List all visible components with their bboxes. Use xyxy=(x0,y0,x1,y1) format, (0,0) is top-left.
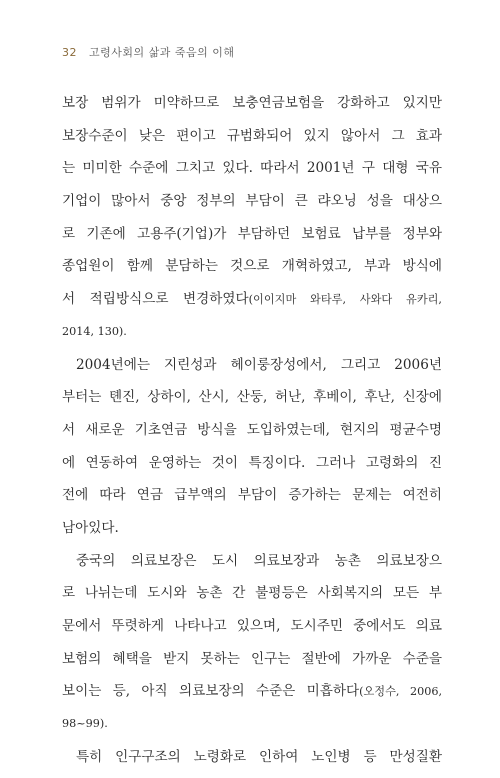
citation: (오정수, 2006, xyxy=(359,685,442,699)
text-line: 특히 인구구조의 노령화로 인하여 노인병 등 만성질환 xyxy=(76,748,442,765)
text-line xyxy=(62,283,442,316)
body-text xyxy=(62,87,442,773)
text-line: 남아있다. xyxy=(62,519,119,536)
citation-line: 98~99). xyxy=(62,717,108,731)
citation: (이이지마 와타루, 사와다 유카리, xyxy=(248,293,442,307)
text-line: 중국의 의료보장은 도시 의료보장과 농촌 의료보장으 xyxy=(76,552,442,569)
paragraph-pension-reform xyxy=(62,87,442,349)
text-line: 로 기존에 고용주(기업)가 부담하던 보험료 납부를 정부와 xyxy=(62,225,442,242)
text-line: 전에 따라 연금 급부액의 부담이 증가하는 문제는 여전히 xyxy=(62,487,442,504)
text-line: 문에서 뚜렷하게 나타나고 있으며, 도시주민 중에서도 의료 xyxy=(62,618,442,634)
paragraph-medical-security xyxy=(62,545,442,741)
running-header xyxy=(62,44,235,60)
citation-line: 2014, 130). xyxy=(62,324,127,338)
paragraph-aging xyxy=(62,741,442,774)
text-line: 보험의 혜택을 받지 못하는 인구는 절반에 가까운 수준을 xyxy=(62,650,442,667)
paragraph-basic-pension xyxy=(62,349,442,545)
text-segment: 서 적립방식으로 변경하였다 xyxy=(62,291,249,308)
text-line: 서 새로운 기초연금 방식을 도입하였는데, 현지의 평균수명 xyxy=(62,421,442,438)
text-line: 부터는 톈진, 상하이, 산시, 산둥, 허난, 후베이, 후난, 신장에 xyxy=(62,389,442,406)
book-title: 고령사회의 삶과 죽음의 이해 xyxy=(89,46,235,59)
text-segment: 보이는 등, 아직 의료보장의 수준은 미흡하다 xyxy=(62,683,360,700)
text-line: 보장수준이 낮은 편이고 규범화되어 있지 않아서 그 효과 xyxy=(62,127,442,144)
text-line: 는 미미한 수준에 그치고 있다. 따라서 2001년 구 대형 국유 xyxy=(62,160,442,177)
text-line: 보장 범위가 미약하므로 보충연금보험을 강화하고 있지만 xyxy=(62,95,442,111)
text-line: 에 연동하여 운영하는 것이 특징이다. 그러나 고령화의 진 xyxy=(62,454,442,471)
text-line: 로 나뉘는데 도시와 농촌 간 불평등은 사회복지의 모든 부 xyxy=(62,585,442,602)
text-line: 2004년에는 지린성과 헤이룽장성에서, 그리고 2006년 xyxy=(76,356,442,373)
text-line: 기업이 많아서 중앙 정부의 부담이 큰 랴오닝 성을 대상으 xyxy=(62,193,442,210)
text-line xyxy=(62,675,442,708)
text-line: 종업원이 함께 분담하는 것으로 개혁하였고, 부과 방식에 xyxy=(62,258,442,275)
page-number: 32 xyxy=(62,46,77,59)
